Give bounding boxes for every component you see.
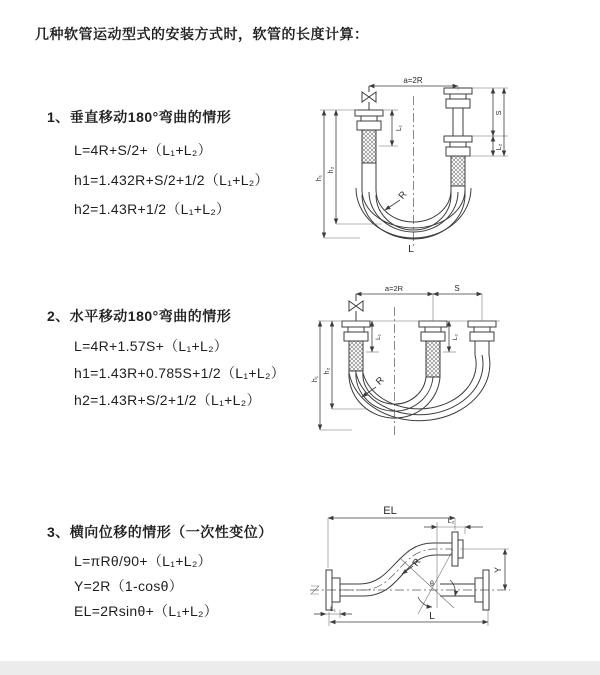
dim-label-s: S (454, 284, 460, 293)
dim-label-l1: L₁ (396, 124, 403, 132)
dim-label-h1: h₁ (316, 174, 323, 182)
diagram-horizontal-180-bend (308, 279, 600, 465)
dim-label-h2: h₂ (324, 367, 331, 375)
section-3-heading: 3、横向位移的情形（一次性变位） (47, 524, 273, 540)
valve-icon (362, 86, 376, 110)
dimension-lines (314, 518, 509, 626)
formula-line: EL=2Rsinθ+（L₁+L₂） (74, 603, 219, 619)
right-fitting (444, 88, 472, 195)
dim-label-l2: L₂ (496, 143, 503, 151)
dim-label-h1: h₁ (312, 375, 319, 383)
section-1-heading: 1、垂直移动180°弯曲的情形 (47, 109, 232, 125)
left-fitting (342, 321, 370, 371)
formula-line: h1=1.43R+0.785S+1/2（L₁+L₂） (74, 365, 285, 381)
formula-line: h1=1.432R+S/2+1/2（L₁+L₂） (74, 172, 269, 188)
page-title: 几种软管运动型式的安装方式时，软管的长度计算： (35, 26, 369, 42)
valve-icon (349, 294, 363, 321)
left-fitting (355, 110, 383, 190)
hose-u-arcs (356, 188, 471, 239)
angle-label: θ (430, 581, 434, 588)
diagram-vertical-180-bend (312, 66, 597, 266)
dim-label-el: EL (383, 505, 397, 517)
dim-label-a2r: a=2R (403, 76, 423, 85)
diagram-lateral-displacement (302, 502, 598, 652)
section-2-heading: 2、水平移动180°弯曲的情形 (47, 308, 232, 324)
formula-line: L=4R+1.57S+（L₁+L₂） (74, 338, 229, 354)
dimension-lines (318, 294, 500, 430)
dimension-lines (320, 86, 508, 238)
dim-label-l: L (429, 611, 435, 622)
dim-label-l2: L₂ (447, 518, 455, 525)
page-bottom-strip (0, 661, 600, 675)
formula-line: Y=2R（1-cosθ） (74, 578, 184, 594)
length-label: L (408, 243, 414, 255)
formula-line: L=4R+S/2+（L₁+L₂） (74, 142, 212, 158)
dim-label-l1: L₁ (375, 334, 382, 340)
dim-label-a2r: a=2R (384, 284, 404, 293)
dim-label-y: Y (493, 566, 503, 574)
radius-label: R (410, 556, 424, 569)
hose-geometry (342, 294, 496, 421)
radius-label: R (373, 374, 387, 388)
middle-fitting (419, 321, 447, 377)
formula-line: L=πRθ/90+（L₁+L₂） (74, 553, 212, 569)
radius-label: R (396, 189, 410, 202)
hose-u-arcs (349, 355, 490, 421)
dim-label-h2: h₂ (328, 166, 335, 174)
formula-line: h2=1.43R+1/2（L₁+L₂） (74, 201, 231, 217)
dim-label-l2: L₂ (452, 333, 459, 341)
right-fitting (468, 321, 496, 355)
dim-label-l1: L₁ (330, 606, 336, 613)
formula-line: h2=1.43R+S/2+1/2（L₁+L₂） (74, 392, 261, 408)
dim-label-s: S (494, 110, 503, 116)
hose-geometry (311, 532, 489, 614)
